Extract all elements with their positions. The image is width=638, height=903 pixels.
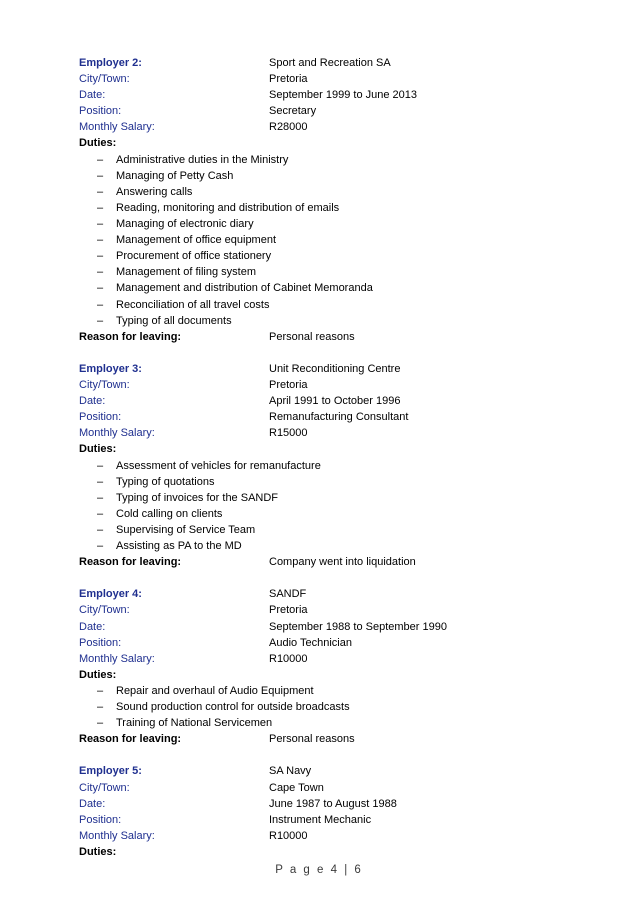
reason-for-leaving-label: Reason for leaving: xyxy=(79,556,182,568)
employer-heading-value: Unit Reconditioning Centre xyxy=(269,363,401,375)
duty-text: Sound production control for outside broadcasts xyxy=(116,701,350,713)
dash-bullet: – xyxy=(97,685,104,697)
date-value: September 1999 to June 2013 xyxy=(269,89,418,101)
duty-text: Repair and overhaul of Audio Equipment xyxy=(116,685,314,697)
duty-text: Answering calls xyxy=(116,186,193,198)
position-value: Secretary xyxy=(269,105,317,117)
dash-bullet: – xyxy=(97,299,104,311)
dash-bullet: – xyxy=(97,170,104,182)
city-label: City/Town: xyxy=(79,379,130,391)
duty-text: Management and distribution of Cabinet Memoranda xyxy=(116,282,373,294)
dash-bullet: – xyxy=(97,234,104,246)
duty-text: Reconciliation of all travel costs xyxy=(116,299,270,311)
salary-label: Monthly Salary: xyxy=(79,653,155,665)
dash-bullet: – xyxy=(97,282,104,294)
city-label: City/Town: xyxy=(79,782,130,794)
salary-label: Monthly Salary: xyxy=(79,830,155,842)
salary-label: Monthly Salary: xyxy=(79,121,155,133)
duties-label: Duties: xyxy=(79,443,117,455)
dash-bullet: – xyxy=(97,701,104,713)
position-value: Audio Technician xyxy=(269,637,352,649)
employer-heading-value: SA Navy xyxy=(269,765,312,777)
position-label: Position: xyxy=(79,814,122,826)
city-label: City/Town: xyxy=(79,73,130,85)
date-label: Date: xyxy=(79,798,106,810)
dash-bullet: – xyxy=(97,460,104,472)
dash-bullet: – xyxy=(97,540,104,552)
employer-heading-value: SANDF xyxy=(269,588,307,600)
position-label: Position: xyxy=(79,105,122,117)
dash-bullet: – xyxy=(97,315,104,327)
dash-bullet: – xyxy=(97,202,104,214)
employer-heading-label: Employer 3: xyxy=(79,363,142,375)
dash-bullet: – xyxy=(97,218,104,230)
reason-for-leaving-label: Reason for leaving: xyxy=(79,733,182,745)
city-value: Pretoria xyxy=(269,604,308,616)
page-number-footer: P a g e 4 | 6 xyxy=(275,864,363,876)
duties-label: Duties: xyxy=(79,846,117,858)
city-value: Pretoria xyxy=(269,73,308,85)
dash-bullet: – xyxy=(97,524,104,536)
date-label: Date: xyxy=(79,395,106,407)
date-value: September 1988 to September 1990 xyxy=(269,621,447,633)
date-label: Date: xyxy=(79,621,106,633)
duty-text: Administrative duties in the Ministry xyxy=(116,154,289,166)
position-label: Position: xyxy=(79,637,122,649)
duty-text: Cold calling on clients xyxy=(116,508,223,520)
duty-text: Reading, monitoring and distribution of emails xyxy=(116,202,340,214)
dash-bullet: – xyxy=(97,476,104,488)
date-label: Date: xyxy=(79,89,106,101)
dash-bullet: – xyxy=(97,266,104,278)
duty-text: Typing of all documents xyxy=(116,315,232,327)
date-value: April 1991 to October 1996 xyxy=(269,395,401,407)
reason-for-leaving-value: Company went into liquidation xyxy=(269,556,416,568)
duty-text: Management of office equipment xyxy=(116,234,277,246)
duty-text: Assisting as PA to the MD xyxy=(116,540,242,552)
city-value: Pretoria xyxy=(269,379,308,391)
position-label: Position: xyxy=(79,411,122,423)
duty-text: Supervising of Service Team xyxy=(116,524,256,536)
duty-text: Management of filing system xyxy=(116,266,257,278)
employer-heading-label: Employer 5: xyxy=(79,765,142,777)
position-value: Instrument Mechanic xyxy=(269,814,372,826)
dash-bullet: – xyxy=(97,508,104,520)
salary-value: R10000 xyxy=(269,653,308,665)
reason-for-leaving-value: Personal reasons xyxy=(269,331,355,343)
duty-text: Managing of Petty Cash xyxy=(116,170,234,182)
city-label: City/Town: xyxy=(79,604,130,616)
duties-label: Duties: xyxy=(79,669,117,681)
dash-bullet: – xyxy=(97,154,104,166)
duty-text: Assessment of vehicles for remanufacture xyxy=(116,460,321,472)
duty-text: Procurement of office stationery xyxy=(116,250,272,262)
reason-for-leaving-label: Reason for leaving: xyxy=(79,331,182,343)
employer-heading-label: Employer 2: xyxy=(79,57,142,69)
duty-text: Training of National Servicemen xyxy=(116,717,273,729)
dash-bullet: – xyxy=(97,186,104,198)
date-value: June 1987 to August 1988 xyxy=(269,798,397,810)
city-value: Cape Town xyxy=(269,782,324,794)
position-value: Remanufacturing Consultant xyxy=(269,411,409,423)
dash-bullet: – xyxy=(97,492,104,504)
salary-label: Monthly Salary: xyxy=(79,427,155,439)
salary-value: R15000 xyxy=(269,427,308,439)
duty-text: Typing of invoices for the SANDF xyxy=(116,492,279,504)
duty-text: Typing of quotations xyxy=(116,476,215,488)
salary-value: R28000 xyxy=(269,121,308,133)
dash-bullet: – xyxy=(97,717,104,729)
employer-heading-value: Sport and Recreation SA xyxy=(269,57,391,69)
reason-for-leaving-value: Personal reasons xyxy=(269,733,355,745)
employer-heading-label: Employer 4: xyxy=(79,588,142,600)
salary-value: R10000 xyxy=(269,830,308,842)
dash-bullet: – xyxy=(97,250,104,262)
duties-label: Duties: xyxy=(79,137,117,149)
duty-text: Managing of electronic diary xyxy=(116,218,254,230)
